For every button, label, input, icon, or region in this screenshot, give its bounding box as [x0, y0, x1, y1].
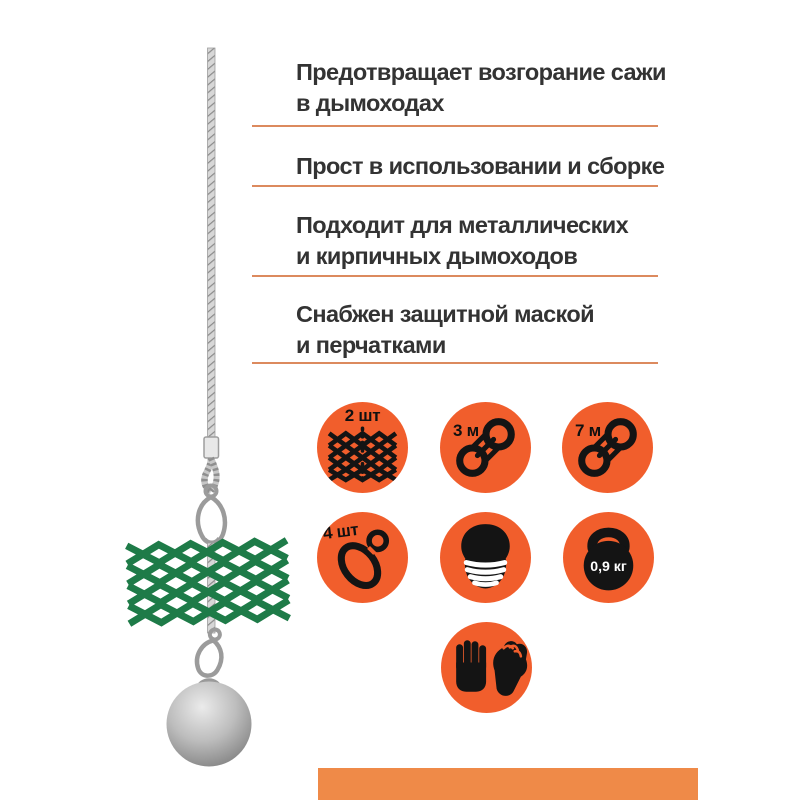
- badge-rope-3m: [440, 402, 531, 493]
- feature-text-3-line-1: Подходит для металлических: [296, 212, 629, 238]
- badge-gloves: [441, 622, 532, 713]
- rope-coil-icon: [562, 402, 653, 493]
- feature-text-3: [296, 210, 681, 272]
- feature-text-2: [296, 151, 681, 182]
- gloves-icon: [441, 622, 532, 713]
- feature-text-1: [296, 57, 681, 119]
- footer-accent-bar: [318, 768, 698, 800]
- carabiner-top-icon: [198, 486, 225, 543]
- rope-ferrule: [204, 437, 219, 458]
- kettlebell-icon: [563, 512, 654, 603]
- feature-text-1-line-1: Предотвращает возгорание сажи: [296, 59, 666, 85]
- feature-text-2-line-1: Прост в использовании и сборке: [296, 153, 665, 179]
- badge-weight-label: 0,9 кг: [590, 558, 627, 575]
- protective-mask-icon: [440, 512, 531, 603]
- feature-text-4-line-1: Снабжен защитной маской: [296, 301, 594, 327]
- badge-rope-7m: [562, 402, 653, 493]
- steel-rope: [208, 48, 216, 437]
- feature-text-4-line-2: и перчатками: [296, 332, 446, 358]
- badge-carabiner-count: [317, 512, 408, 603]
- badge-rope-7m-label: 7 м: [575, 421, 601, 440]
- product-illustration: [0, 0, 340, 800]
- rope-coil-icon: [440, 402, 531, 493]
- badge-brush-count-label: 2 шт: [344, 406, 381, 425]
- badge-protective-mask: [440, 512, 531, 603]
- feature-text-3-line-2: и кирпичных дымоходов: [296, 243, 578, 269]
- badge-brush-count: [317, 402, 408, 493]
- feature-divider-3: [252, 275, 658, 277]
- feature-divider-2: [252, 185, 658, 187]
- feature-text-4: [296, 299, 681, 361]
- badge-carabiner-count-label: 4 шт: [321, 519, 360, 544]
- badge-weight: [563, 512, 654, 603]
- weight-ball: [167, 681, 252, 767]
- feature-divider-1: [252, 125, 658, 127]
- badge-rope-3m-label: 3 м: [453, 421, 479, 440]
- feature-divider-4: [252, 362, 658, 364]
- feature-text-1-line-2: в дымоходах: [296, 90, 444, 116]
- carabiner-bottom-icon: [194, 627, 229, 678]
